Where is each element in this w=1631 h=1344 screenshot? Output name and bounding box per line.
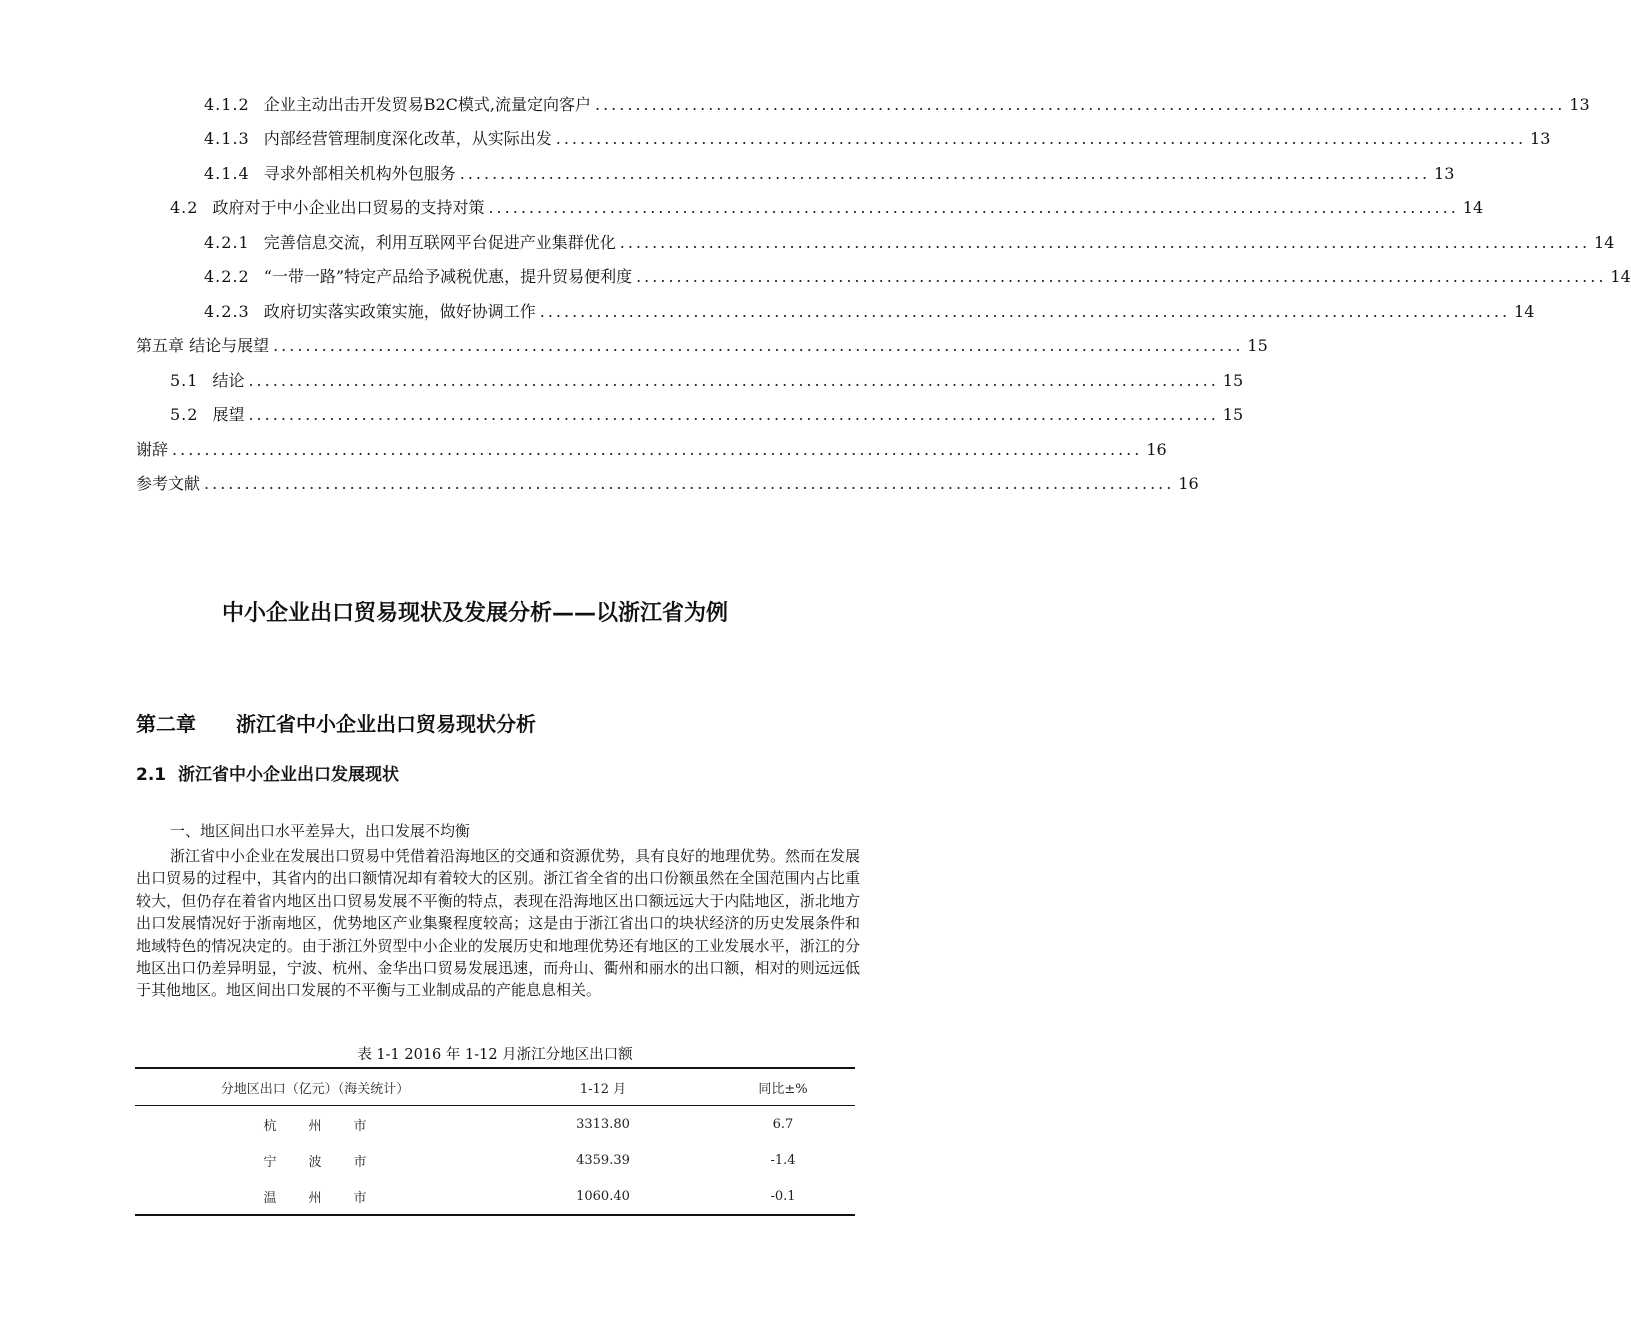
toc-entry-page: 14 — [1514, 302, 1535, 321]
table-caption: 表 1-1 2016 年 1-12 月浙江分地区出口额 — [357, 1047, 633, 1063]
column-header-region: 分地区出口（亿元）（海关统计） — [135, 1068, 495, 1106]
value-cell: 1060.40 — [495, 1178, 711, 1215]
table-header-row — [135, 1068, 855, 1106]
toc-entry-number: 5.1 — [170, 371, 199, 390]
toc-leader-dots: ........................................................................................................................ — [459, 164, 1431, 183]
value-cell: 4359.39 — [576, 1152, 630, 1168]
toc-entry-page: 13 — [1530, 129, 1551, 148]
column-header-period: 1-12 月 — [495, 1068, 711, 1106]
toc-entry-title: 谢辞 — [136, 440, 169, 459]
section-number: 2.1 — [136, 765, 167, 785]
toc-entry[interactable] — [204, 126, 1551, 150]
toc-entry-number: 4.1.4 — [204, 164, 250, 183]
toc-entry[interactable] — [204, 161, 1455, 185]
toc-entry[interactable] — [136, 437, 1167, 461]
toc-leader-dots: ........................................................................................................................ — [273, 336, 1244, 355]
table-row — [135, 1142, 855, 1178]
toc-entry-title: 寻求外部相关机构外包服务 — [263, 164, 456, 183]
toc-entry-title: 政府切实落实政策实施，做好协调工作 — [263, 302, 536, 321]
toc-entry-page: 15 — [1222, 371, 1244, 390]
toc-entry-page: 14 — [1462, 198, 1484, 217]
toc-entry[interactable] — [136, 333, 1268, 357]
toc-entry-number: 4.2 — [170, 198, 199, 217]
toc-leader-dots: ........................................................................................................................ — [248, 371, 1219, 390]
section-title: 浙江省中小企业出口发展现状 — [178, 765, 400, 785]
toc-entry-title: 结论 — [212, 371, 245, 390]
region-cell — [135, 1142, 495, 1178]
body-paragraph: 浙江省中小企业在发展出口贸易中凭借着沿海地区的交通和资源优势，具有良好的地理优势。然而在发展出口贸易的过程中，其省内的出口额情况却有着较大的区别。浙江省全省的出口份额虽然在全国范围内占比重较大，但仍存在着省内地区出口贸易发展不平衡的特点，表现在沿海地区出口额远远大于内陆地区，浙北地方出口发展情况好于浙南地区，优势地区产业集聚程度较高；这是由于浙江省出口的块状经济的历史发展条件和地域特色的情况决定的。由于浙江外贸型中小企业的发展历史和地理优势还有地区的工业发展水平，浙江的分地区出口仍差异明显，宁波、杭州、金华出口贸易发展迅速，而舟山、衢州和丽水的出口额，相对的则远远低于其他地区。地区间出口发展的不平衡与工业制成品的产能息息相关。 — [136, 847, 861, 1000]
toc-leader-dots: ........................................................................................................................ — [555, 129, 1527, 148]
chapter-title: 浙江省中小企业出口贸易现状分析 — [236, 712, 536, 736]
toc-entry[interactable] — [170, 195, 1484, 219]
toc-entry-page: 16 — [1146, 440, 1167, 459]
toc-entry[interactable] — [204, 299, 1535, 323]
toc-entry-title: 第五章 结论与展望 — [136, 336, 270, 355]
toc-leader-dots: ........................................................................................................................ — [248, 405, 1219, 424]
toc-entry-page: 15 — [1222, 405, 1244, 424]
toc-entry-page: 14 — [1594, 233, 1615, 252]
export-table — [135, 1067, 855, 1216]
region-name: 宁波市 — [263, 1154, 399, 1170]
chapter-heading — [136, 708, 536, 737]
yoy-cell: -1.4 — [770, 1152, 796, 1168]
toc-entry-page: 13 — [1569, 95, 1590, 114]
toc-entry-number: 4.1.3 — [204, 129, 250, 148]
region-cell — [135, 1106, 495, 1143]
section-heading — [136, 760, 399, 785]
toc-entry-number: 4.2.2 — [204, 267, 250, 286]
toc-leader-dots: ........................................................................................................................ — [619, 233, 1591, 252]
toc-leader-dots: ........................................................................................................................ — [204, 474, 1175, 493]
toc-entry-title: “一带一路”特定产品给予减税优惠，提升贸易便利度 — [263, 267, 633, 286]
toc-entry-page: 15 — [1247, 336, 1268, 355]
yoy-cell: 6.7 — [772, 1116, 794, 1132]
toc-leader-dots: ........................................................................................................................ — [539, 302, 1511, 321]
region-name: 温州市 — [263, 1190, 399, 1206]
toc-entry-title: 企业主动出击开发贸易B2C模式,流量定向客户 — [263, 95, 591, 114]
toc-leader-dots: ........................................................................................................................ — [636, 267, 1607, 286]
toc-entry-title: 展望 — [212, 405, 245, 424]
toc-entry-number: 4.2.3 — [204, 302, 250, 321]
region-cell — [135, 1178, 495, 1215]
chapter-number: 第二章 — [136, 712, 196, 736]
toc-entry[interactable] — [204, 264, 1631, 288]
toc-entry-page: 14 — [1610, 267, 1631, 286]
toc-entry-title: 参考文献 — [136, 474, 201, 493]
toc-leader-dots: ........................................................................................................................ — [172, 440, 1143, 459]
toc-entry[interactable] — [204, 92, 1590, 116]
table-row — [135, 1178, 855, 1215]
subheading: 一、地区间出口水平差异大，出口发展不均衡 — [170, 822, 471, 840]
toc-entry[interactable] — [170, 368, 1244, 392]
toc-entry[interactable] — [136, 471, 1199, 495]
value-cell: 3313.80 — [576, 1116, 630, 1132]
toc-entry-title: 内部经营管理制度深化改革，从实际出发 — [263, 129, 552, 148]
column-header-yoy: 同比±% — [711, 1068, 855, 1106]
toc-entry-page: 16 — [1178, 474, 1199, 493]
toc-entry[interactable] — [170, 402, 1244, 426]
yoy-cell: -0.1 — [711, 1178, 855, 1215]
toc-entry-number: 5.2 — [170, 405, 199, 424]
document-title: 中小企业出口贸易现状及发展分析——以浙江省为例 — [221, 601, 728, 626]
toc-entry-number: 4.1.2 — [204, 95, 250, 114]
table-row — [135, 1106, 855, 1143]
toc-entry-title: 完善信息交流，利用互联网平台促进产业集群优化 — [263, 233, 616, 252]
toc-entry-page: 13 — [1434, 164, 1455, 183]
region-name: 杭州市 — [263, 1118, 399, 1134]
toc-leader-dots: ........................................................................................................................ — [595, 95, 1566, 114]
toc-entry[interactable] — [204, 230, 1615, 254]
toc-leader-dots: ........................................................................................................................ — [488, 198, 1459, 217]
toc-entry-title: 政府对于中小企业出口贸易的支持对策 — [212, 198, 485, 217]
toc-entry-number: 4.2.1 — [204, 233, 250, 252]
